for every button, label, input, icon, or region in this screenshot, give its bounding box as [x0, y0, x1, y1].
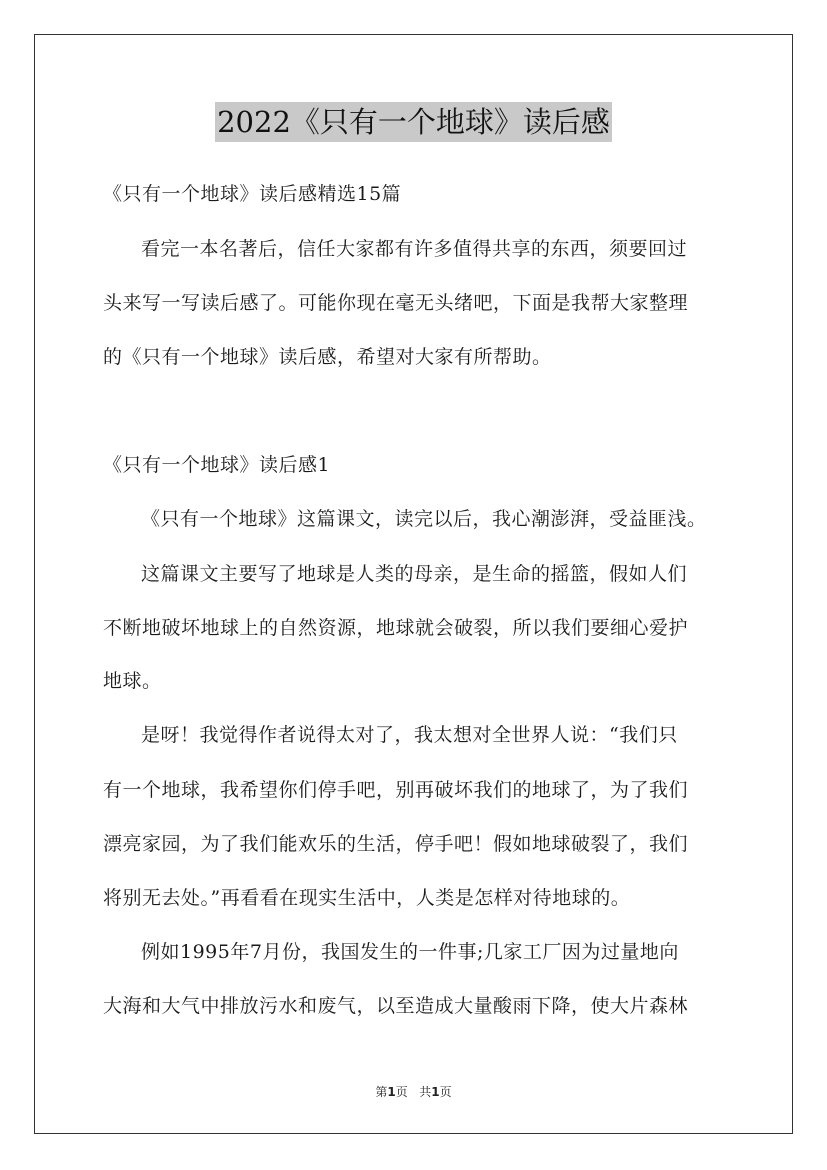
body-line-1: 《只有一个地球》这篇课文，读完以后，我心潮澎湃，受益匪浅。	[141, 508, 707, 530]
body-line-6: 有一个地球，我希望你们停手吧，别再破坏我们的地球了，为了我们	[103, 779, 689, 801]
document-subtitle: 《只有一个地球》读后感精选15篇	[103, 183, 402, 205]
body-line-5: 是呀！我觉得作者说得太对了，我太想对全世界人说：“我们只	[141, 724, 678, 746]
intro-line-3: 的《只有一个地球》读后感，希望对大家有所帮助。	[103, 346, 552, 368]
body-line-10: 大海和大气中排放污水和废气，以至造成大量酸雨下降，使大片森林	[103, 995, 689, 1017]
body-line-3: 不断地破坏地球上的自然资源，地球就会破裂，所以我们要细心爱护	[103, 617, 689, 639]
section-heading: 《只有一个地球》读后感1	[103, 454, 331, 476]
intro-line-2: 头来写一写读后感了。可能你现在毫无头绪吧，下面是我帮大家整理	[103, 292, 689, 314]
total-prefix: 共	[419, 1085, 432, 1099]
page-total: 1	[431, 1085, 440, 1099]
document-title: 2022《只有一个地球》读后感	[215, 102, 612, 142]
total-suffix: 页	[439, 1085, 452, 1099]
intro-line-1: 看完一本名著后，信任大家都有许多值得共享的东西，须要回过	[141, 238, 688, 260]
title-container	[0, 102, 827, 142]
page-suffix: 页	[395, 1085, 408, 1099]
page-footer	[0, 1084, 827, 1100]
body-line-7: 漂亮家园，为了我们能欢乐的生活，停手吧！假如地球破裂了，我们	[103, 833, 689, 855]
body-line-4: 地球。	[103, 670, 162, 692]
body-line-8: 将别无去处。”再看看在现实生活中，人类是怎样对待地球的。	[103, 887, 631, 909]
page-prefix: 第	[375, 1085, 388, 1099]
body-line-2: 这篇课文主要写了地球是人类的母亲，是生命的摇篮，假如人们	[141, 563, 688, 585]
body-line-9: 例如1995年7月份，我国发生的一件事;几家工厂因为过量地向	[141, 941, 679, 963]
page-number: 1	[387, 1085, 396, 1099]
